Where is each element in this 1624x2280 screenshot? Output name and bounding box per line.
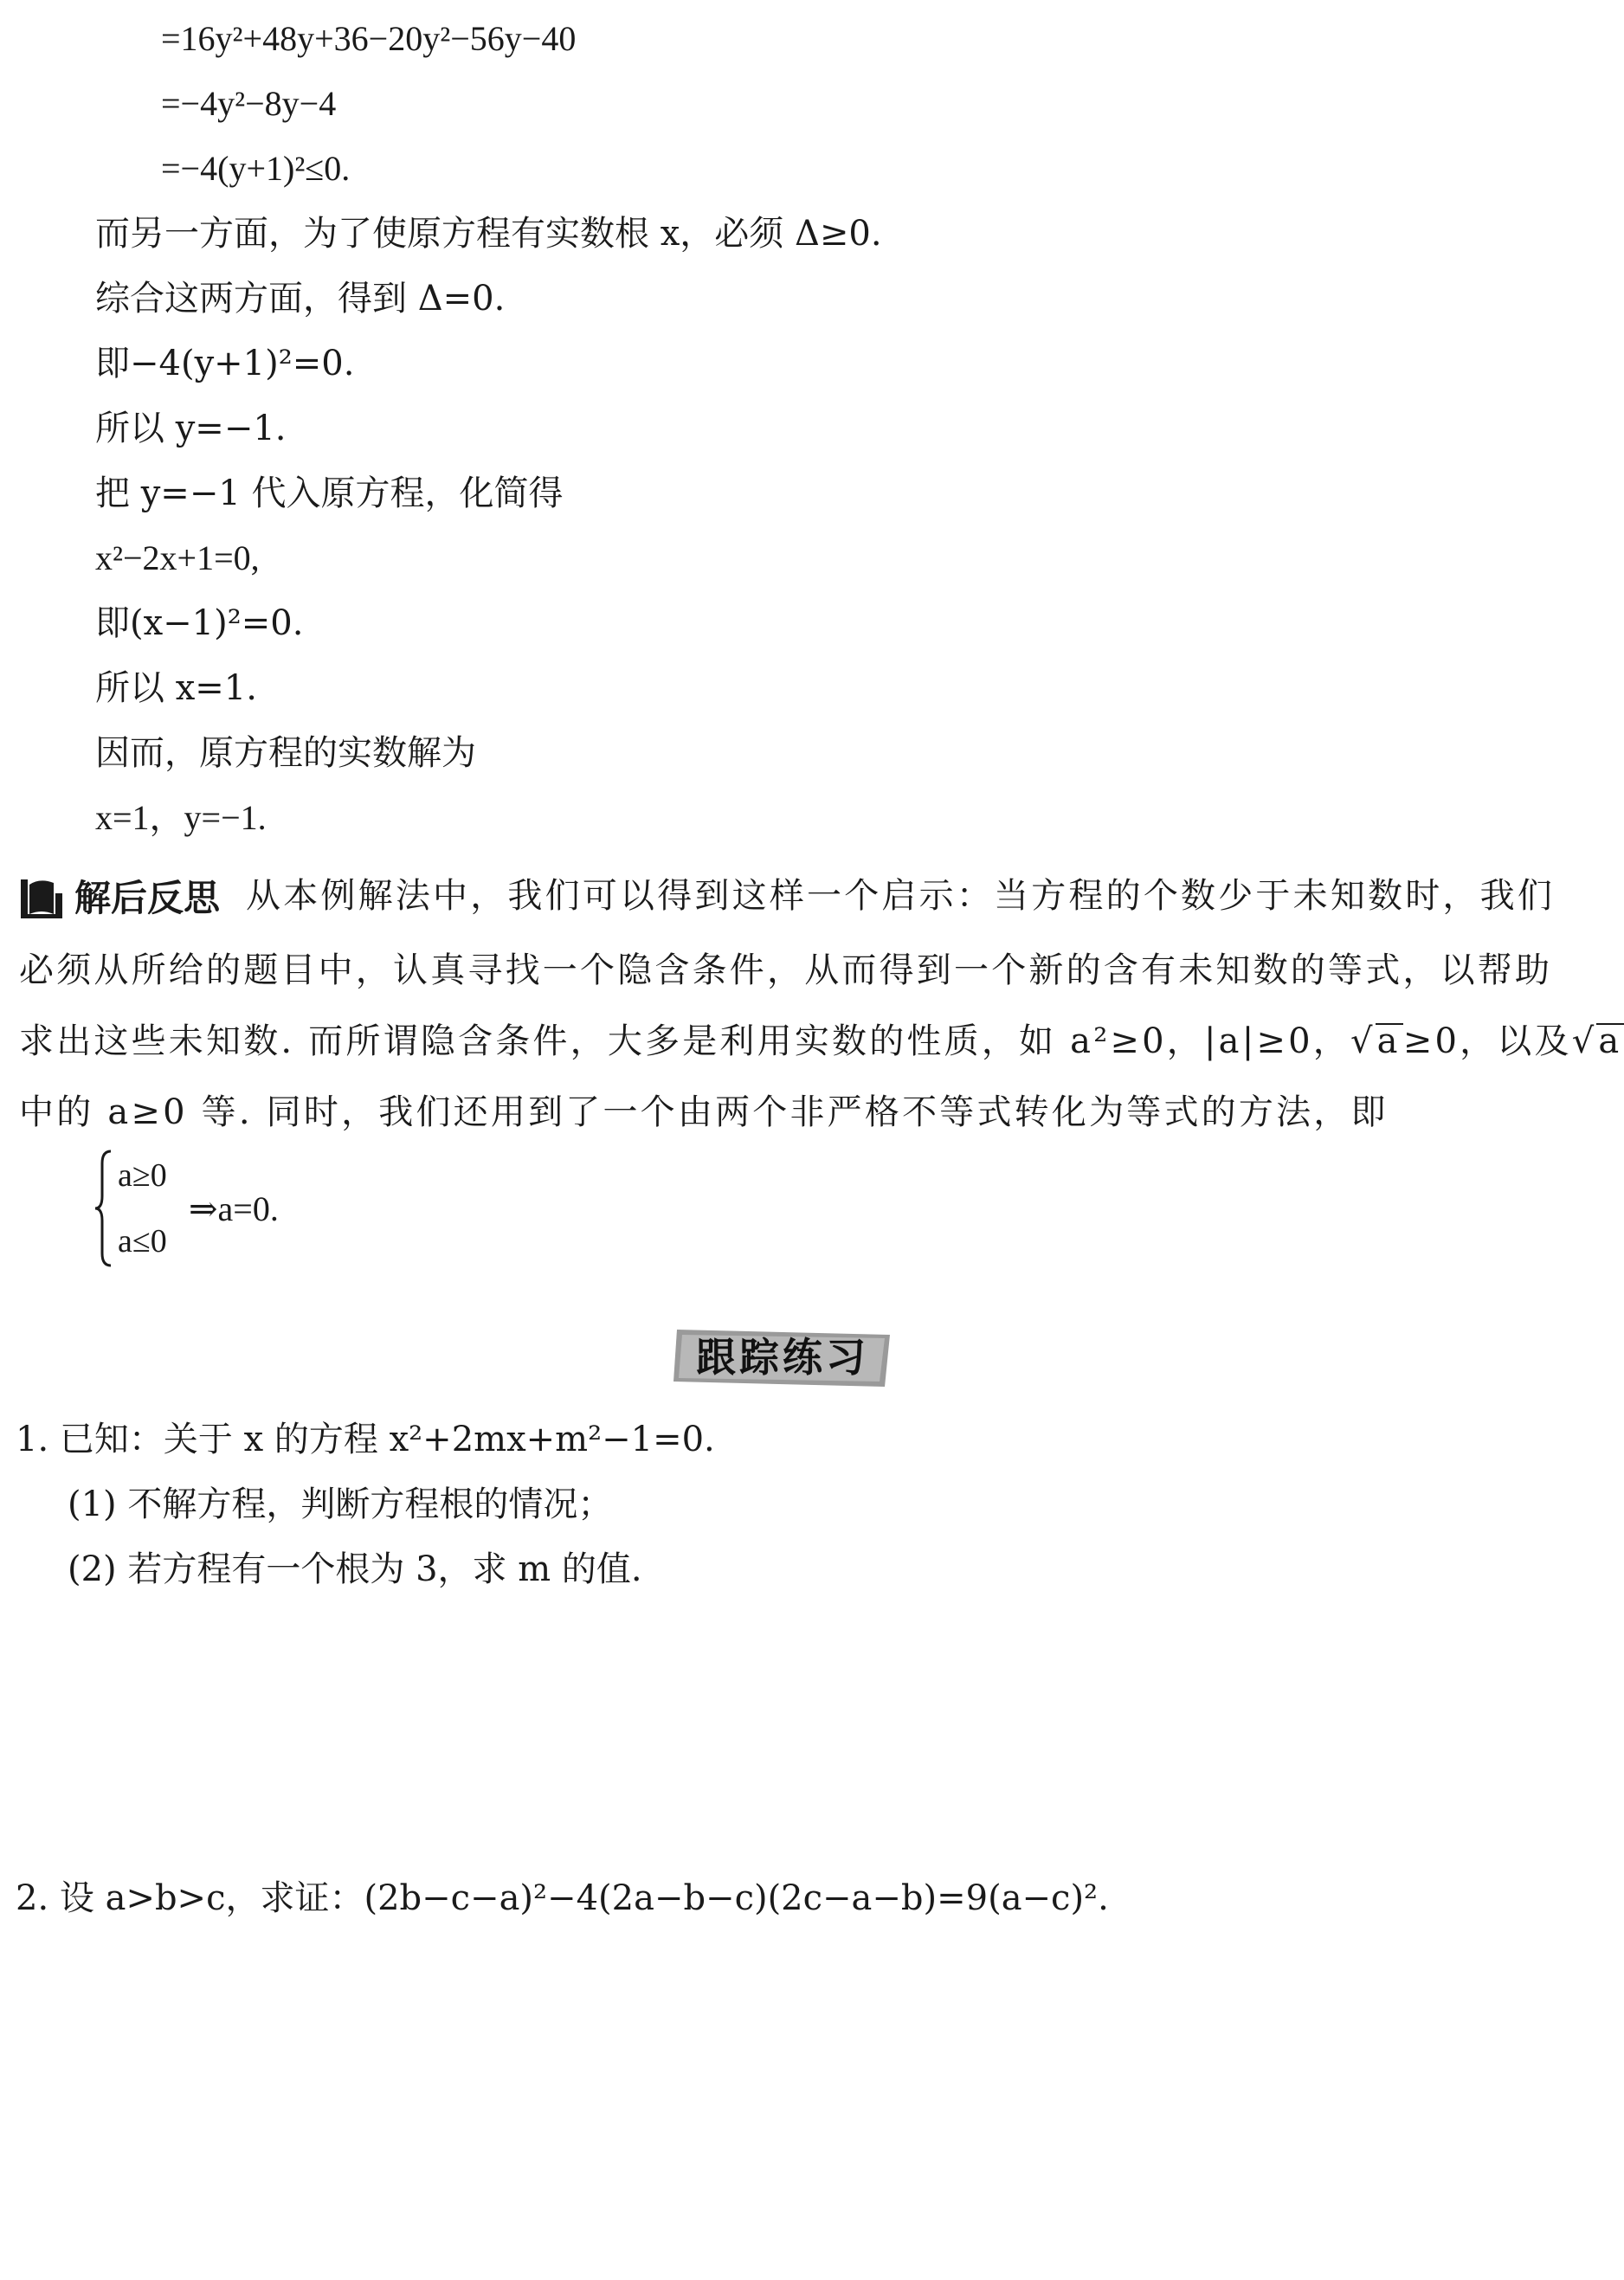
exercise-1-part-1: (1) 不解方程，判断方程根的情况； [68, 1485, 613, 1524]
reflection-paragraph [19, 860, 1622, 1148]
reflection-text-3a: 求出这些未知数. 而所谓隐含条件，大多是利用实数的性质，如 a²≥0，|a|≥0， [19, 1021, 1350, 1061]
section-banner [672, 1326, 893, 1390]
solution-step-3: 即−4(y+1)²=0. [95, 344, 355, 383]
system-result: ⇒a=0. [189, 1189, 279, 1228]
exercise-2: 2. 设 a>b>c，求证：(2b−c−a)²−4(2a−b−c)(2c−a−b)=9(a−c)². [16, 1878, 1109, 1918]
solution-step-8: 所以 x=1. [95, 668, 257, 708]
section-title: 跟踪练习 [696, 1334, 869, 1381]
inequality-system [93, 1148, 353, 1269]
reflection-title: 解后反思 [74, 876, 221, 919]
solution-step-4: 所以 y=−1. [95, 409, 287, 448]
reflection-text-1: 从本例解法中，我们可以得到这样一个启示：当方程的个数少于未知数时，我们 [246, 876, 1556, 916]
derivation-line-2: =−4y²−8y−4 [161, 84, 337, 123]
solution-step-9: 因而，原方程的实数解为 [95, 733, 476, 773]
solution-step-1: 而另一方面，为了使原方程有实数根 x，必须 Δ≥0. [95, 214, 882, 254]
sqrt-sign-icon: √ [1350, 1021, 1376, 1061]
system-row-1: a≥0 [118, 1157, 167, 1194]
reflection-line-2: 必须从所给的题目中，认真寻找一个隐含条件，从而得到一个新的含有未知数的等式，以帮助 [19, 950, 1553, 990]
sqrt-sign-icon: √ [1571, 1021, 1597, 1061]
left-brace-icon [93, 1148, 114, 1269]
reflection-line-3 [19, 1006, 1622, 1077]
sqrt-radicand-2: a [1596, 1023, 1624, 1058]
reflection-line-4: 中的 a≥0 等. 同时，我们还用到了一个由两个非严格不等式转化为等式的方法，即 [19, 1092, 1389, 1132]
exercise-1-part-2: (2) 若方程有一个根为 3，求 m 的值. [68, 1549, 642, 1589]
system-row-2: a≤0 [118, 1223, 167, 1259]
solution-step-2: 综合这两方面，得到 Δ=0. [95, 279, 506, 319]
derivation-line-3: =−4(y+1)²≤0. [161, 149, 351, 188]
sqrt-radicand-1: a [1376, 1023, 1403, 1058]
open-book-icon [19, 874, 66, 921]
exercise-1: 1. 已知：关于 x 的方程 x²+2mx+m²−1=0. [16, 1420, 715, 1459]
solution-step-5: 把 y=−1 代入原方程，化简得 [95, 473, 564, 513]
solution-step-7: 即(x−1)²=0. [95, 603, 304, 643]
solution-step-6: x²−2x+1=0, [95, 538, 260, 577]
derivation-line-1: =16y²+48y+36−20y²−56y−40 [161, 19, 577, 58]
reflection-heading [19, 863, 246, 935]
reflection-text-3b: ≥0，以及 [1402, 1021, 1572, 1061]
solution-step-10: x=1，y=−1. [95, 798, 267, 837]
reflection-line-1 [19, 860, 1556, 935]
